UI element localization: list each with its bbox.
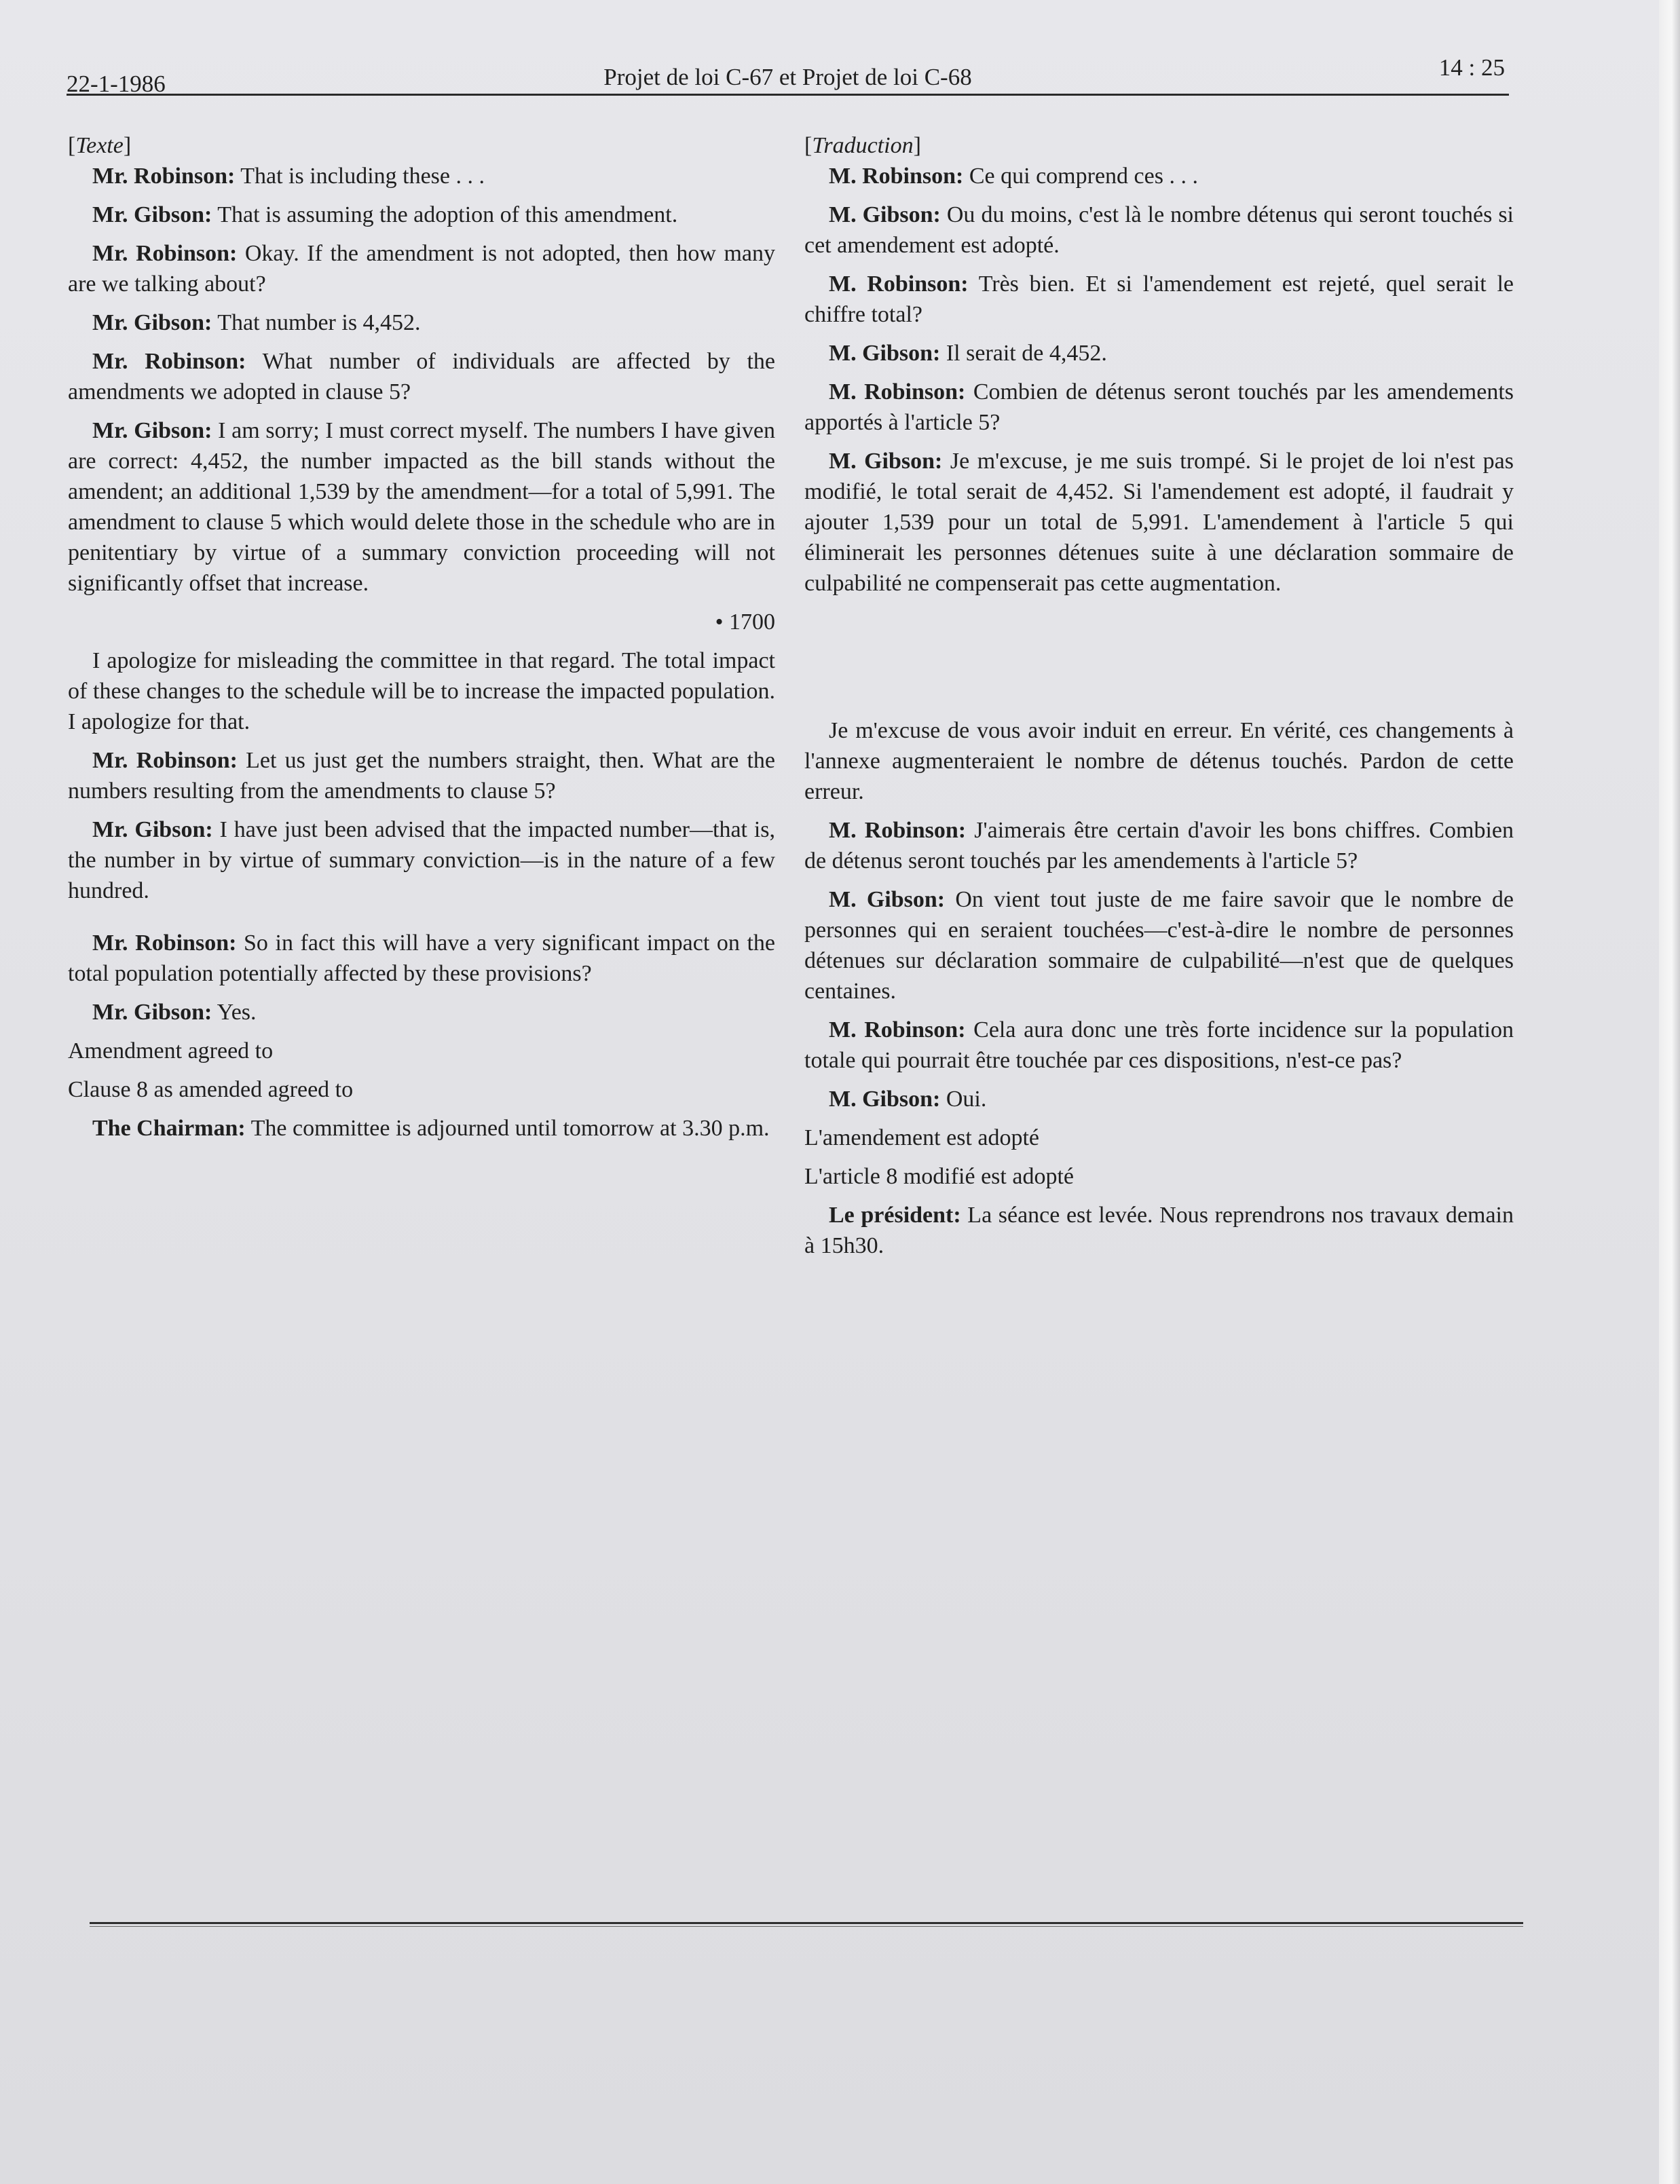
footer-rule (90, 1922, 1523, 1924)
header-title: Projet de loi C-67 et Projet de loi C-68 (603, 64, 972, 90)
paragraph: M. Gibson: Ou du moins, c'est là le nombre détenus qui seront touchés si cet amendement est adopté. (804, 202, 1514, 258)
paragraph: Mr. Gibson: That is assuming the adoption of this amendment. (92, 202, 678, 227)
paragraph: M. Gibson: Oui. (829, 1087, 987, 1112)
paragraph: Mr. Gibson: Yes. (92, 1000, 257, 1025)
motion-line: Amendment agreed to (68, 1038, 274, 1063)
motion-line: Clause 8 as amended agreed to (68, 1077, 354, 1102)
motion-line: L'amendement est adopté (804, 1125, 1039, 1150)
english-column (68, 130, 775, 1152)
paragraph: Mr. Robinson: That is including these . . . (92, 164, 485, 189)
footer-rule-thin (90, 1926, 1523, 1927)
timestamp: • 1700 (715, 609, 775, 635)
paragraph: I apologize for misleading the committee in that regard. The total impact of these changes to the schedule will be to increase the impacted population. I apologize for that. (68, 648, 775, 734)
paragraph: Mr. Gibson: I am sorry; I must correct myself. The numbers I have given are correct: 4,452, the number impacted as the bill stands without the amendent; an additional 1,539 by the amendment—for a total of 5,991. The amendment to clause 5 which would delete those in the schedule who are in penitentiary by virtue of a summary conviction proceeding will not significantly offset that increase. (68, 418, 775, 596)
paragraph: M. Gibson: Il serait de 4,452. (829, 341, 1107, 366)
section-label-english: [Texte] (68, 133, 132, 158)
paragraph: M. Gibson: On vient tout juste de me faire savoir que le nombre de personnes qui en seraient touchées—c'est-à-dire le nombre de personnes détenues sur déclaration sommaire de culpabilité—n'est que de quelques centaines. (804, 887, 1514, 1004)
paragraph: Mr. Robinson: What number of individuals are affected by the amendments we adopted in clause 5? (68, 349, 776, 404)
paragraph: M. Robinson: Très bien. Et si l'amendement est rejeté, quel serait le chiffre total? (804, 271, 1514, 327)
motion-line: L'article 8 modifié est adopté (804, 1164, 1074, 1189)
paragraph: Je m'excuse de vous avoir induit en erreur. En vérité, ces changements à l'annexe augmenteraient le nombre de détenus touchés. Pardon de cette erreur. (804, 718, 1514, 804)
paragraph: M. Robinson: Combien de détenus seront touchés par les amendements apportés à l'article 5? (804, 379, 1514, 435)
paragraph: Mr. Robinson: Okay. If the amendment is not adopted, then how many are we talking about? (68, 241, 776, 297)
page-edge (1659, 0, 1680, 2184)
paragraph: Mr. Gibson: I have just been advised that the impacted number—that is, the number in by virtue of summary conviction—is in the nature of a few hundred. (68, 817, 776, 903)
paragraph: M. Robinson: Cela aura donc une très forte incidence sur la population totale qui pourrait être touchée par ces dispositions, n'est-ce pas? (804, 1017, 1514, 1073)
header-page-number: 14 : 25 (1438, 54, 1505, 81)
paragraph: M. Gibson: Je m'excuse, je me suis trompé. Si le projet de loi n'est pas modifié, le total serait de 4,452. Si l'amendement est adopté, il faudrait y ajouter 1,539 pour un total de 5,991. L'amendement à l'article 5 qui éliminerait les personnes détenues suite à une déclaration sommaire de culpabilité ne compenserait pas cette augmentation. (804, 449, 1514, 596)
paragraph: Mr. Gibson: That number is 4,452. (92, 310, 421, 335)
paragraph: M. Robinson: J'aimerais être certain d'avoir les bons chiffres. Combien de détenus seront touchés par les amendements à l'article 5? (804, 818, 1514, 873)
paragraph: Le président: La séance est levée. Nous reprendrons nos travaux demain à 15h30. (804, 1203, 1514, 1258)
page-header (67, 54, 1509, 96)
french-column (804, 130, 1514, 1269)
paragraph: M. Robinson: Ce qui comprend ces . . . (829, 164, 1198, 189)
paragraph: The Chairman: The committee is adjourned until tomorrow at 3.30 p.m. (92, 1116, 770, 1141)
section-label-french: [Traduction] (804, 133, 921, 158)
paragraph: Mr. Robinson: Let us just get the numbers straight, then. What are the numbers resulting from the amendments to clause 5? (68, 748, 776, 804)
header-date: 22-1-1986 (67, 71, 166, 97)
paragraph: Mr. Robinson: So in fact this will have a very significant impact on the total population potentially affected by these provisions? (68, 930, 776, 986)
